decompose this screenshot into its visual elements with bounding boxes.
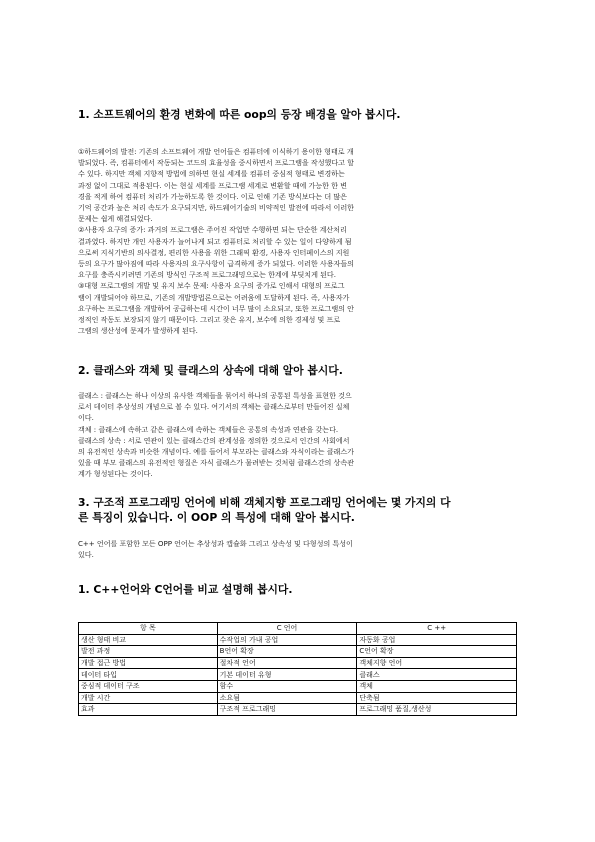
table-header-cell: C 언어 — [217, 623, 357, 635]
text-line: 등의 요구가 많아짐에 따라 사용자의 요구사항이 급격하게 증가 되었다. 이러한 사용자들의 — [78, 259, 354, 269]
table-row — [79, 657, 517, 669]
table-cell: 객체지향 언어 — [357, 657, 517, 669]
text-line: 발되었다. 즉, 컴퓨터에서 작동되는 코드의 효율성을 중시하면서 프로그램을 작성했다고 할 — [78, 158, 354, 168]
table-cell: 자동화 공업 — [357, 634, 517, 646]
text-line: ③대형 프로그램의 개발 및 유지 보수 문제: 사용자 요구의 증가로 인해서 대형의 프로그 — [78, 281, 345, 291]
section-2-heading: 2. 클래스와 객체 및 클래스의 상속에 대해 알아 봅시다. — [78, 364, 343, 377]
text-line: 기억 공간과 높은 처리 속도가 요구되지만, 하드웨어기술의 비약적인 발전에 따라서 이러한 — [78, 203, 354, 213]
table-row — [79, 669, 517, 681]
text-line: 의 유전적인 상속과 비슷한 개념이다. 예를 들어서 부모라는 클래스와 자식이라는 클래스가 — [78, 447, 354, 457]
section-1-body — [78, 146, 518, 336]
table-cell: 생산 형태 비교 — [79, 634, 218, 646]
table-cell: 데이터 타입 — [79, 669, 218, 681]
text-line: 수 있다. 하지만 객체 지향적 방법에 의하면 현실 세계를 컴퓨터 중심적 형태로 변경하는 — [78, 169, 345, 179]
table-row — [79, 680, 517, 692]
table-row — [79, 692, 517, 704]
text-line: 있을 때 부모 클래스의 유전적인 형질은 자식 클래스가 물려받는 것처럼 클래스간의 상속관 — [78, 458, 354, 468]
text-line: 램이 개발되어야 하므로, 기존의 개발방법론으로는 어려움에 도달하게 된다. 즉, 사용자가 — [78, 292, 350, 302]
section-1-heading: 1. 소프트웨어의 환경 변화에 따른 oop의 등장 배경을 알아 봅시다. — [78, 108, 401, 121]
table-cell: 클래스 — [357, 669, 517, 681]
table-cell: C언어 확장 — [357, 646, 517, 658]
text-line: 이다. — [78, 413, 94, 423]
table-header-cell: 항 목 — [79, 623, 218, 635]
text-line: 그램의 생산성에 문제가 발생하게 된다. — [78, 326, 198, 336]
table-row — [79, 634, 517, 646]
table-cell: 객체 — [357, 680, 517, 692]
text-line: 객체 : 클래스에 속하고 같은 클래스에 속하는 객체들은 공통의 속성과 연관을 갖는다. — [78, 424, 339, 434]
text-line: C++ 언어를 포함한 모든 OPP 언어는 추상성과 캡슐화 그리고 상속성 및 다형성의 특성이 — [78, 539, 353, 548]
section-3-body — [78, 538, 518, 560]
table-cell: 중심적 데이터 구조 — [79, 680, 218, 692]
table-cell: 프로그래밍 품질,생산성 — [357, 704, 517, 716]
text-line: 있다. — [78, 550, 94, 560]
text-line: 문제는 쉽게 해결되었다. — [78, 214, 153, 224]
text-line: 요구를 충족시키려면 기존의 방식인 구조적 프로그래밍으로는 한계에 부딪치게 된다. — [78, 270, 336, 280]
section-3-heading-line: 3. 구조적 프로그래밍 언어에 비해 객체지향 프로그래밍 언어에는 몇 가지의 다 — [78, 496, 451, 509]
table-cell: 절차적 언어 — [217, 657, 357, 669]
table-cell: 효과 — [79, 704, 218, 716]
section-3-heading-line: 른 특징이 있습니다. 이 OOP 의 특성에 대해 알아 봅시다. — [78, 511, 355, 524]
text-line: ②사용자 요구의 증가: 과거의 프로그램은 주어진 작업만 수행하면 되는 단순한 계산처리 — [78, 225, 347, 235]
table-cell: 함수 — [217, 680, 357, 692]
table-cell: 개발 접근 방법 — [79, 657, 218, 669]
table-cell: 기본 데이터 유형 — [217, 669, 357, 681]
table-cell: 발전 과정 — [79, 646, 218, 658]
table-row — [79, 646, 517, 658]
text-line: 경을 적게 하여 컴퓨터 처리가 가능하도록 한 것이다. 이로 인해 기존 방식보다는 더 많은 — [78, 191, 347, 201]
table-cell: 수작업의 가내 공업 — [217, 634, 357, 646]
comparison-table — [78, 622, 517, 716]
text-line: 과정 없이 그대로 적용된다. 이는 현실 세계를 프로그램 세계로 변환할 때에 가능한 한 변 — [78, 180, 347, 190]
table-cell: B언어 확장 — [217, 646, 357, 658]
section-2-body — [78, 390, 518, 480]
section-3-heading — [78, 495, 518, 525]
text-line: 클래스 : 클래스는 하나 이상의 유사한 객체들을 묶어서 하나의 공통된 특성을 표현한 것으 — [78, 391, 352, 400]
table-cell: 단축됨 — [357, 692, 517, 704]
section-4-heading: 1. C++언어와 C언어를 비교 설명해 봅시다. — [78, 583, 293, 596]
text-line: 요구하는 프로그램을 개발하여 공급하는데 시간이 너무 많이 소요되고, 또한 프로그램의 안 — [78, 303, 354, 313]
table-cell: 소요됨 — [217, 692, 357, 704]
table-row — [79, 704, 517, 716]
text-line: 로서 데이터 추상성의 개념으로 볼 수 있다. 여기서의 객체는 클래스로부터 만들어진 실체 — [78, 402, 350, 412]
table-header-row — [79, 623, 517, 635]
text-line: 클래스의 상속 : 서로 연관이 있는 클래스간의 관계성을 정의한 것으로서 인간의 사회에서 — [78, 435, 350, 445]
table-header-cell: C ++ — [357, 623, 517, 635]
text-line: 으로써 지식기반의 의사결정, 편리한 사용을 위한 그래픽 환경, 사용자 인터페이스의 지원 — [78, 247, 350, 257]
text-line: 계가 형성된다는 것이다. — [78, 469, 153, 479]
text-line: 정적인 작동도 보장되지 않기 때문이다. 그리고 잦은 유지, 보수에 의한 경제성 및 프로 — [78, 315, 341, 325]
table-cell: 구조적 프로그래밍 — [217, 704, 357, 716]
text-line: ①하드웨어의 발전: 기존의 소프트웨어 개발 언어들은 컴퓨터에 이식하기 용이한 형태로 개 — [78, 147, 354, 156]
text-line: 결과였다. 하지만 개인 사용자가 늘어나게 되고 컴퓨터로 처리할 수 있는 일이 다양하게 됨 — [78, 236, 352, 246]
table-cell: 개발 시간 — [79, 692, 218, 704]
